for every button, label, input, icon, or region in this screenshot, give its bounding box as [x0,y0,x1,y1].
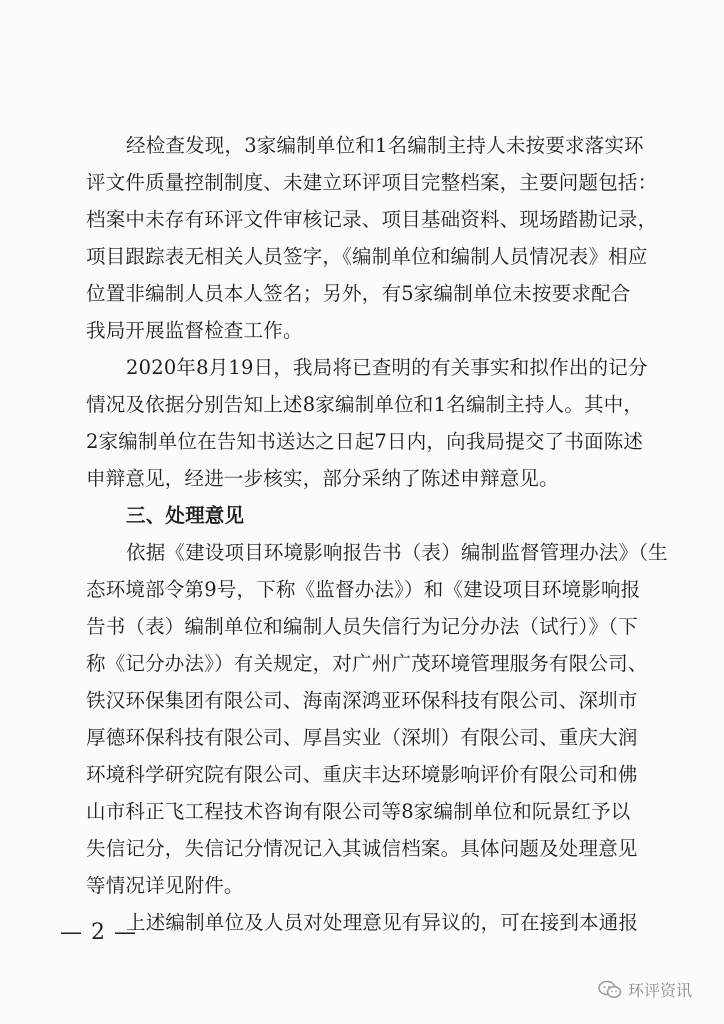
wechat-icon [598,980,622,1000]
paragraph-line: 态环境部令第9号，下称《监督办法》）和《建设项目环境影响报 [86,578,641,601]
paragraph-line: 环境科学研究院有限公司、重庆丰达环境影响评价有限公司和佛 [86,763,638,786]
watermark [598,978,692,1001]
paragraph-line: 位置非编制人员本人签名；另外，有5家编制单位未按要求配合 [86,282,631,305]
paragraph-line: 上述编制单位及人员对处理意见有异议的，可在接到本通报 [126,911,639,934]
paragraph-line: 评文件质量控制制度、未建立环评项目完整档案，主要问题包括： [86,171,658,194]
paragraph-line: 山市科正飞工程技术咨询有限公司等8家编制单位和阮景红予以 [86,800,631,823]
paragraph-line: 2020年8月19日，我局将已查明的有关事实和拟作出的记分 [126,356,648,379]
paragraph-line: 称《记分办法》）有关规定，对广州广茂环境管理服务有限公司、 [86,652,648,675]
paragraph-line: 厚德环保科技有限公司、厚昌实业（深圳）有限公司、重庆大润 [86,726,638,749]
paragraph-line: 依据《建设项目环境影响报告书（表）编制监督管理办法》（生 [126,541,668,564]
paragraph-line: 项目跟踪表无相关人员签字，《编制单位和编制人员情况表》相应 [86,245,648,268]
paragraph-line: 经检查发现，3家编制单位和1名编制主持人未按要求落实环 [126,134,644,157]
paragraph-line: 档案中未存有环评文件审核记录、项目基础资料、现场踏勘记录， [86,208,658,231]
paragraph-line: 告书（表）编制单位和编制人员失信行为记分办法（试行）》（下 [86,615,638,638]
paragraph-line: 情况及依据分别告知上述8家编制单位和1名编制主持人。其中， [86,393,644,416]
watermark-text: 环评资讯 [628,981,693,1000]
paragraph-line: 等情况详见附件。 [86,874,244,897]
paragraph-line: 失信记分，失信记分情况记入其诚信档案。具体问题及处理意见 [86,837,638,860]
page-number: — 2 — [60,920,137,945]
paragraph-line: 铁汉环保集团有限公司、海南深鸿亚环保科技有限公司、深圳市 [86,689,638,712]
paragraph-line: 2家编制单位在告知书送达之日起7日内，向我局提交了书面陈述 [86,430,644,453]
paragraph-line: 申辩意见，经进一步核实，部分采纳了陈述申辩意见。 [86,467,559,490]
section-heading: 三、处理意见 [126,504,245,527]
paragraph-line: 我局开展监督检查工作。 [86,319,303,342]
